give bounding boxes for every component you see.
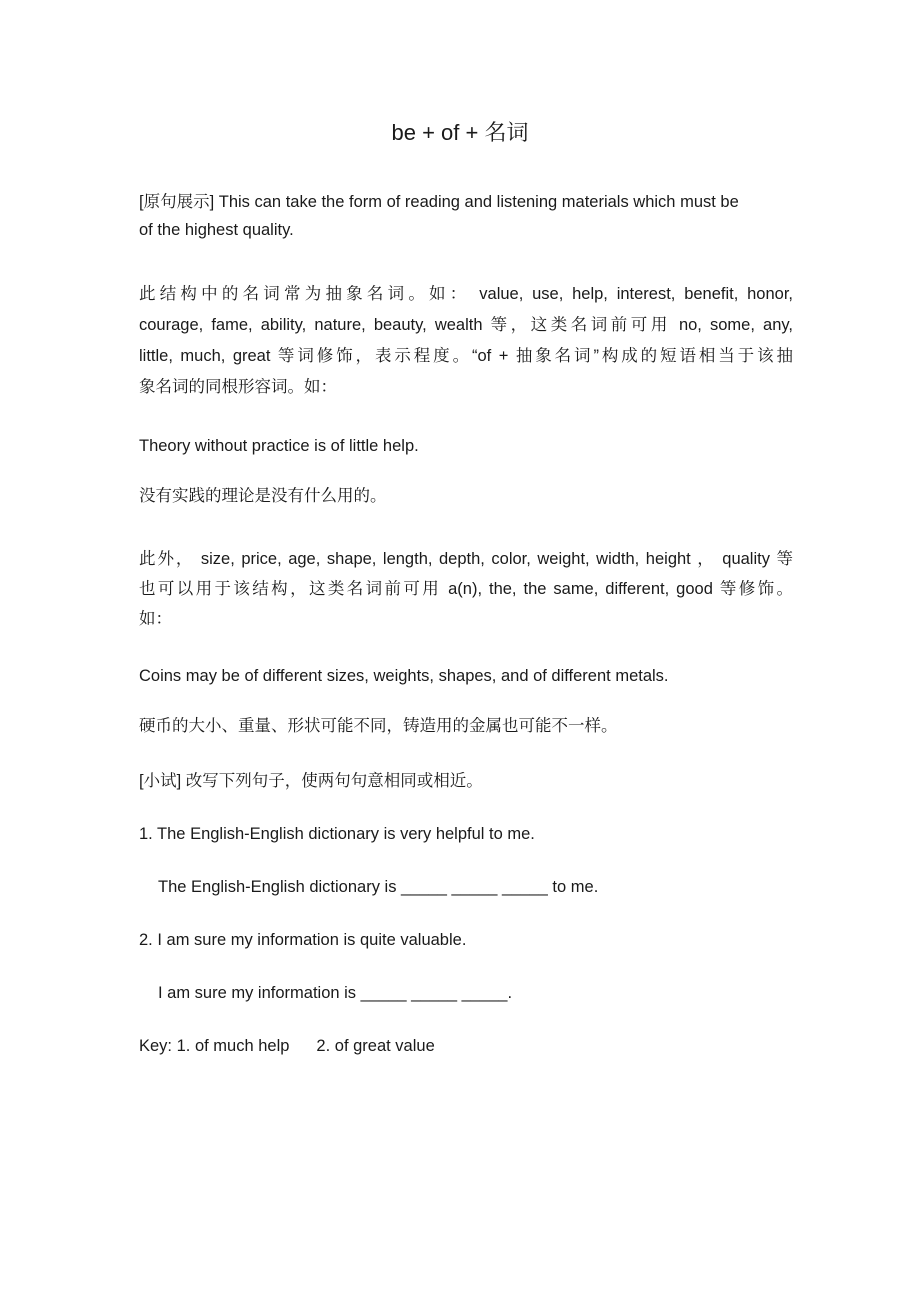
document-title: be + of + 名词 <box>391 120 529 145</box>
intro-line-2: of the highest quality. <box>139 221 294 239</box>
explanation2-line-1: 此外， size, price, age, shape, length, depth, color, weight, width, height ， quality 等 <box>139 550 793 568</box>
answer-key-answer-2: 2. of great value <box>316 1037 435 1055</box>
example1-chinese: 没有实践的理论是没有什么用的。 <box>139 487 387 505</box>
explanation-line-3: little, much, great 等词修饰，表示程度。“of + 抽象名词”构成的短语相当于该抽 <box>139 347 793 365</box>
exercise-question-2-rewrite: I am sure my information is _____ _____ _____. <box>158 984 513 1002</box>
explanation-line-2: courage, fame, ability, nature, beauty, wealth 等，这类名词前可用 no, some, any, <box>139 316 793 334</box>
answer-key <box>139 1031 793 1062</box>
exercise-question-2: 2. I am sure my information is quite valuable. <box>139 931 467 949</box>
example2-english: Coins may be of different sizes, weights, shapes, and of different metals. <box>139 667 669 685</box>
explanation2-line-2: 也可以用于该结构，这类名词前可用 a(n), the, the same, different, good 等修饰。 <box>139 580 793 598</box>
explanation2-line-3: 如： <box>139 610 172 628</box>
exercise-question-1-rewrite: The English-English dictionary is _____ _____ _____ to me. <box>158 878 599 896</box>
explanation-line-4: 象名词的同根形容词。如： <box>139 378 337 396</box>
explanation-line-1: 此结构中的名词常为抽象名词。如： value, use, help, interest, benefit, honor, <box>139 285 793 303</box>
answer-key-label: Key: 1. of much help <box>139 1037 290 1055</box>
exercise-heading: [小试] 改写下列句子，使两句句意相同或相近。 <box>139 772 483 790</box>
exercise-question-1: 1. The English-English dictionary is very helpful to me. <box>139 825 535 843</box>
example1-english: Theory without practice is of little help. <box>139 437 419 455</box>
example2-chinese: 硬币的大小、重量、形状可能不同，铸造用的金属也可能不一样。 <box>139 717 618 735</box>
intro-line-1: [原句展示] This can take the form of reading and listening materials which must be <box>139 193 739 211</box>
